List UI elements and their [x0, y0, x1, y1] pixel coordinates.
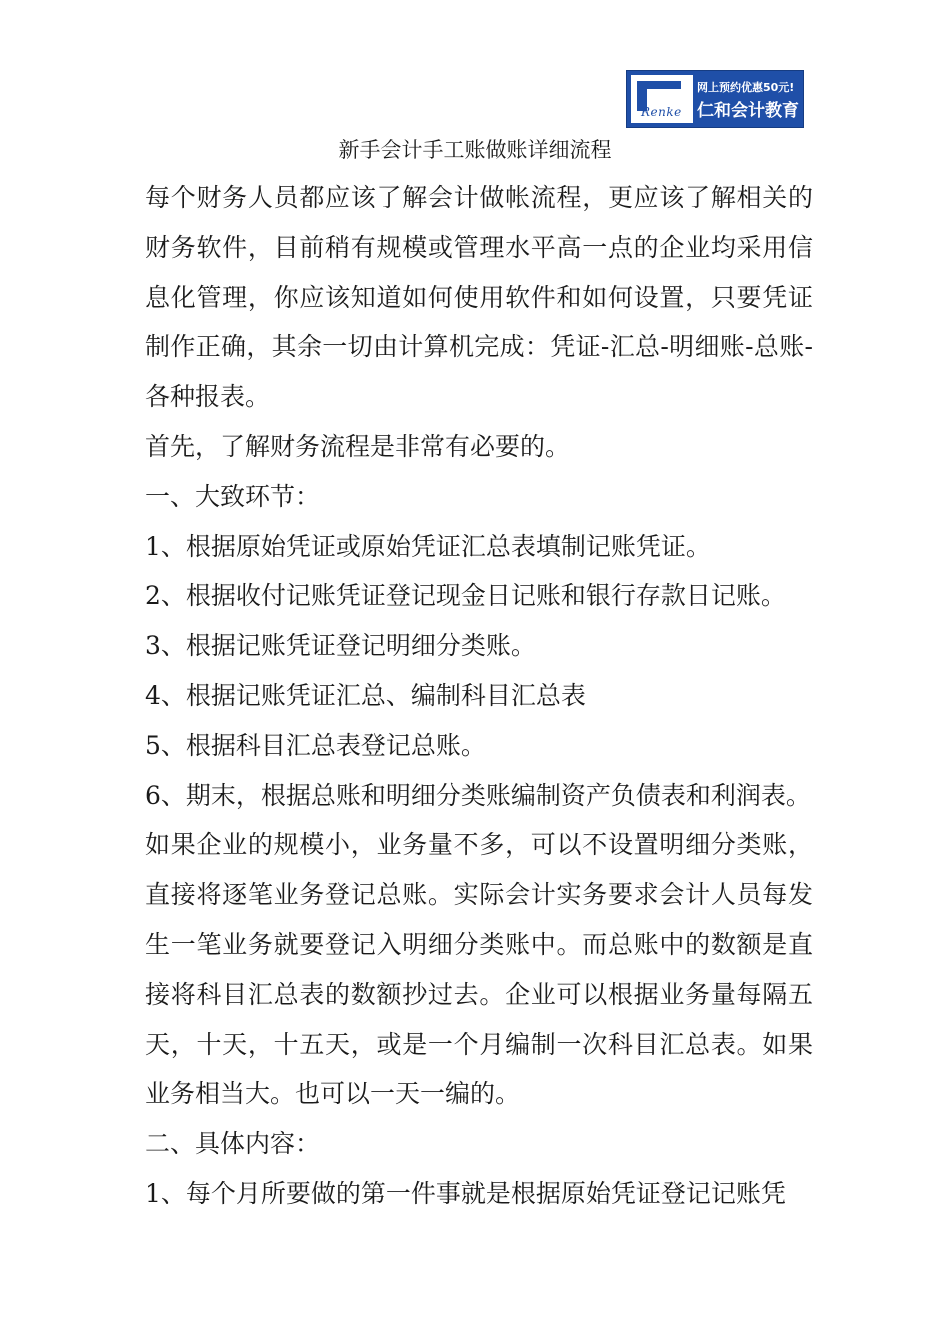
logo-name: 仁和会计教育 [697, 101, 799, 121]
list-item: 6、期末，根据总账和明细分类账编制资产负债表和利润表。 [145, 780, 811, 810]
document-title: 新手会计手工账做账详细流程 [338, 138, 612, 162]
logo-brand-word: Renke [641, 105, 682, 119]
list-item: 3、根据记账凭证登记明细分类账。 [145, 631, 536, 661]
logo-slogan: 网上预约优惠50元! [697, 81, 795, 94]
list-item: 5、根据科目汇总表登记总账。 [145, 730, 486, 760]
list-item: 4、根据记账凭证汇总、编制科目汇总表 [145, 680, 586, 710]
logo-mark-icon [631, 75, 693, 123]
list-item: 2、根据收付记账凭证登记现金日记账和银行存款日记账。 [145, 581, 786, 611]
renhe-logo [626, 70, 804, 128]
section-heading-overview: 一、大致环节： [145, 481, 321, 511]
document-body [145, 173, 813, 1219]
section-heading-details: 二、具体内容： [145, 1129, 321, 1159]
paragraph-intro: 每个财务人员都应该了解会计做帐流程，更应该了解相关的财务软件，目前稍有规模或管理水平高一点的企业均采用信息化管理，你应该知道如何使用软件和如何设置，只要凭证制作正确，其余一切由计算机完成：凭证-汇总-明细账-总账-各种报表。 [145, 183, 813, 412]
list-item: 1、每个月所要做的第一件事就是根据原始凭证登记记账凭 [145, 1178, 786, 1208]
paragraph-explanation: 如果企业的规模小，业务量不多，可以不设置明细分类账，直接将逐笔业务登记总账。实际会计实务要求会计人员每发生一笔业务就要登记入明细分类账中。而总账中的数额是直接将科目汇总表的数额抄过去。企业可以根据业务量每隔五天，十天，十五天，或是一个月编制一次科目汇总表。如果业务相当大。也可以一天一编的。 [145, 830, 813, 1109]
list-item: 1、根据原始凭证或原始凭证汇总表填制记账凭证。 [145, 531, 711, 561]
paragraph-first: 首先，了解财务流程是非常有必要的。 [145, 431, 571, 461]
